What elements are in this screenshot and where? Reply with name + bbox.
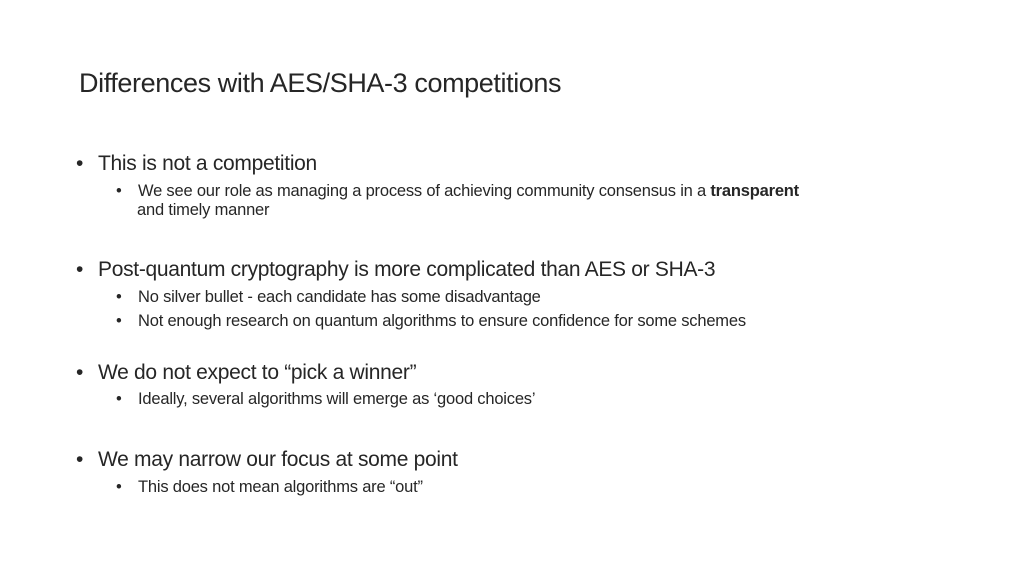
bullet-level1 [76,258,715,282]
bullet-text-continued: and timely manner [137,201,270,219]
bullet-text: Post-quantum cryptography is more complicated than AES or SHA-3 [98,258,716,281]
bullet-text: We do not expect to “pick a winner” [98,361,417,384]
bullet-level2 [116,390,535,409]
bullet-text: Not enough research on quantum algorithms to ensure confidence for some schemes [138,312,746,330]
bullet-level1 [76,152,317,176]
bullet-level2 [116,478,423,497]
bullet-text: No silver bullet - each candidate has some disadvantage [138,288,541,306]
bullet-text: Ideally, several algorithms will emerge as ‘good choices’ [138,390,536,408]
bullet-level1 [76,448,458,472]
bullet-dot: • [116,182,122,200]
bullet-level2 [116,312,746,331]
bullet-dot: • [116,390,122,408]
bullet-dot: • [76,448,84,471]
bullet-dot: • [116,478,122,496]
bullet-text: We may narrow our focus at some point [98,448,458,471]
bullet-bold-text: transparent [710,182,799,200]
bullet-dot: • [76,361,84,384]
bullet-text: This is not a competition [98,152,317,175]
bullet-dot: • [116,312,122,330]
bullet-text: This does not mean algorithms are “out” [138,478,423,496]
slide-title: Differences with AES/SHA-3 competitions [79,68,562,98]
bullet-dot: • [116,288,122,306]
bullet-level2 [116,182,799,220]
bullet-dot: • [76,152,84,175]
bullet-level1 [76,361,416,385]
bullet-dot: • [76,258,84,281]
bullet-text: We see our role as managing a process of achieving community consensus in a [138,182,711,200]
bullet-level2 [116,288,541,307]
